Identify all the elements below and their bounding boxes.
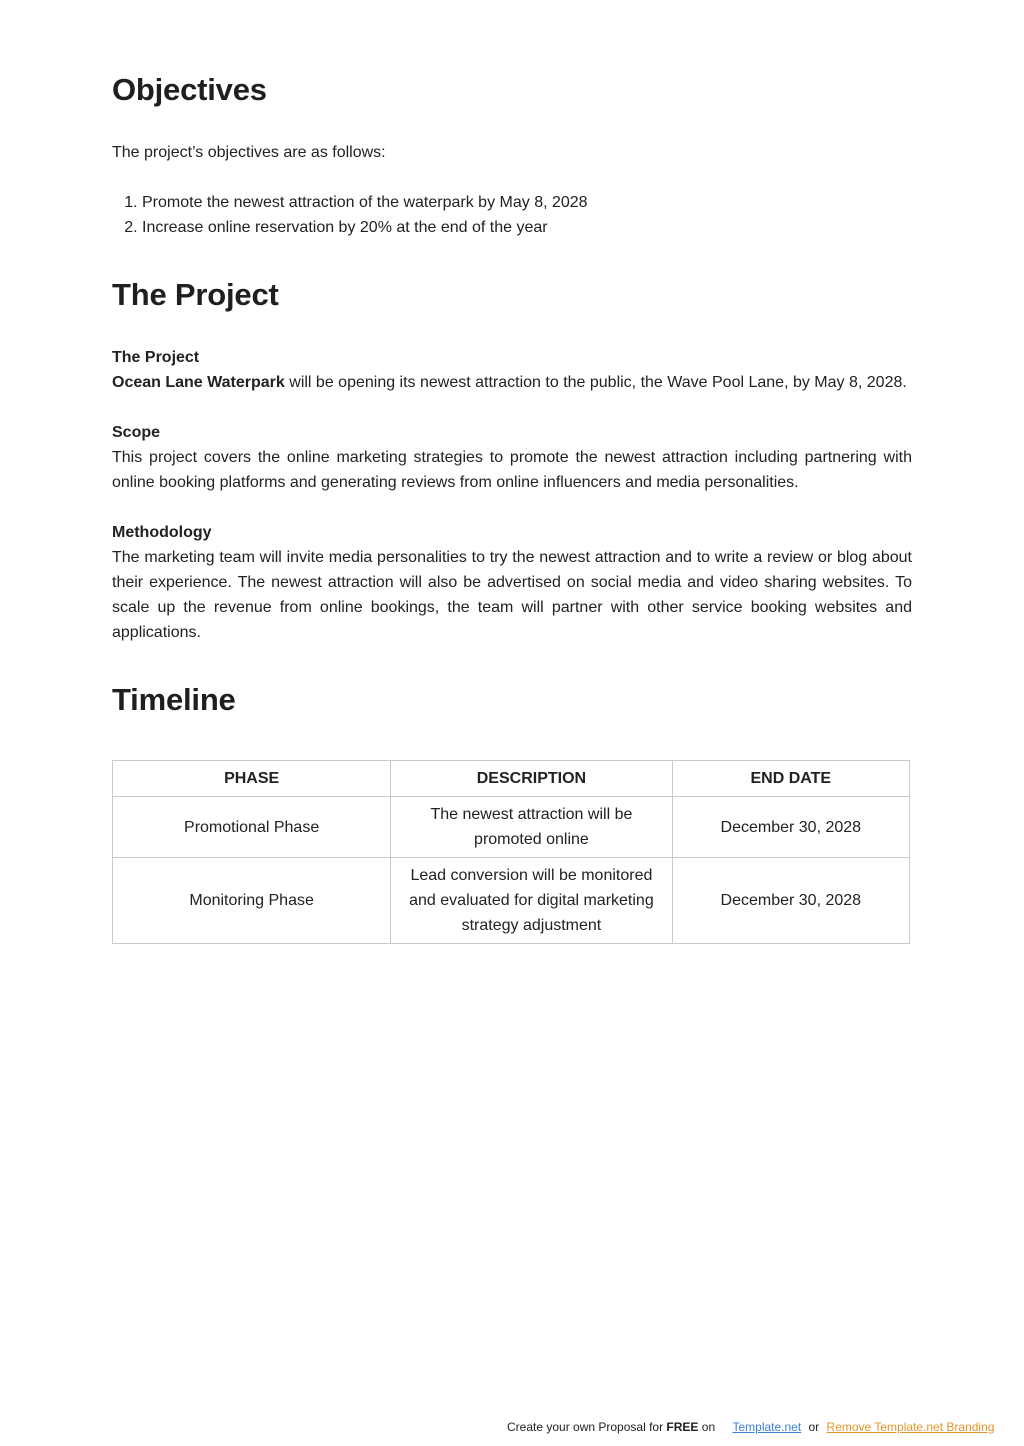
objectives-list — [112, 190, 588, 240]
end-date-cell: December 30, 2028 — [672, 797, 909, 858]
column-header-end-date: END DATE — [672, 761, 909, 797]
methodology-section — [112, 520, 912, 645]
footer-on: on — [698, 1420, 716, 1434]
column-header-phase: PHASE — [113, 761, 391, 797]
table-row — [113, 858, 910, 944]
template-net-link[interactable]: Template.net — [732, 1420, 802, 1434]
objectives-heading: Objectives — [112, 72, 267, 107]
scope-title: Scope — [112, 424, 161, 441]
phase-cell: Promotional Phase — [113, 797, 391, 858]
table-row — [113, 797, 910, 858]
list-item: 1. Promote the newest attraction of the waterpark by May 8, 2028 — [142, 190, 588, 215]
project-description — [112, 370, 912, 395]
table-header-row — [113, 761, 910, 797]
project-text: will be opening its newest attraction to the public, the Wave Pool Lane, by May 8, 2028. — [284, 374, 907, 391]
end-date-cell: December 30, 2028 — [672, 858, 909, 944]
scope-section — [112, 420, 912, 495]
project-subheading: The Project — [112, 349, 200, 366]
methodology-text: The marketing team will invite media personalities to try the newest attraction and to write a review or blog about their experience. The newest attraction will also be advertised on social media and video sharing websites. To scale up the revenue from online bookings, the team will partner with other service booking websites and applications. — [112, 549, 912, 641]
branding-footer — [507, 1419, 994, 1435]
objectives-intro: The project’s objectives are as follows: — [112, 144, 386, 161]
description-cell: The newest attraction will be promoted online — [391, 797, 672, 858]
column-header-description: DESCRIPTION — [391, 761, 672, 797]
methodology-title: Methodology — [112, 524, 212, 541]
list-item: 2. Increase online reservation by 20% at the end of the year — [142, 215, 588, 240]
timeline-heading: Timeline — [112, 682, 236, 717]
timeline-table — [112, 760, 910, 944]
company-name: Ocean Lane Waterpark — [112, 374, 285, 391]
project-heading: The Project — [112, 277, 279, 312]
footer-or: or — [808, 1420, 820, 1434]
project-section — [112, 345, 912, 395]
footer-free: FREE — [666, 1420, 699, 1434]
footer-prefix: Create your own Proposal for — [507, 1420, 667, 1434]
description-cell: Lead conversion will be monitored and evaluated for digital marketing strategy adjustment — [391, 858, 672, 944]
remove-branding-link[interactable]: Remove Template.net Branding — [826, 1420, 995, 1434]
scope-text: This project covers the online marketing strategies to promote the newest attraction including partnering with online booking platforms and generating reviews from online influencers and media personalities. — [112, 449, 912, 491]
phase-cell: Monitoring Phase — [113, 858, 391, 944]
